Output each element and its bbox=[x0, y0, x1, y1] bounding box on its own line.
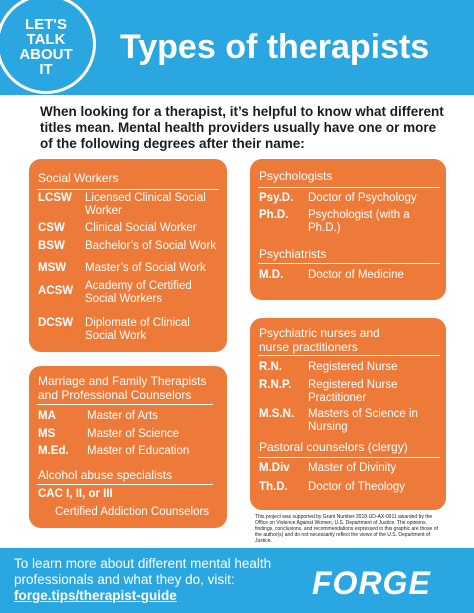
pastoral-title: Pastoral counselors (clergy) bbox=[259, 440, 408, 454]
desc-thd: Doctor of Theology bbox=[308, 481, 405, 493]
desc-csw: Clinical Social Worker bbox=[85, 222, 197, 234]
abbr-phd: Ph.D. bbox=[259, 209, 289, 221]
social-workers-rule bbox=[37, 189, 219, 190]
desc-mdiv: Master of Divinity bbox=[308, 462, 397, 474]
desc-psyd: Doctor of Psychology bbox=[308, 192, 417, 204]
nurses-title: Psychiatric nurses and nurse practitioners bbox=[259, 326, 380, 354]
desc-rnp: Registered Nurse Practitioner bbox=[308, 379, 398, 404]
abbr-cac: CAC I, II, or III bbox=[38, 488, 113, 500]
abbr-ms: MS bbox=[38, 428, 56, 440]
grant-note: This project was supported by Grant Number 2018-UD-AX-0011 awarded by the Office on Violence Against Women, U.S. Department of Justice. The opinions, findings, conclusions, and recommendations expressed in this graphic are those of the author(s) and do not necessarily reflect the views of the U.S. Department of Justice. bbox=[255, 514, 438, 544]
abbr-acsw: ACSW bbox=[38, 285, 74, 297]
page-title: Types of therapists bbox=[120, 28, 430, 66]
pastoral-rule bbox=[258, 457, 440, 458]
desc-phd: Psychologist (with a Ph.D.) bbox=[308, 209, 410, 234]
abbr-med: M.Ed. bbox=[38, 445, 69, 457]
alcohol-rule bbox=[37, 484, 213, 485]
intro-text: When looking for a therapist, it’s helpful to know what different titles mean. Mental health providers usually have one or more of the following degrees after their name: bbox=[40, 104, 444, 151]
forge-logo: FORGE bbox=[312, 565, 431, 601]
therapist-guide-link[interactable]: forge.tips/therapist-guide bbox=[14, 588, 177, 603]
desc-med: Master of Education bbox=[87, 445, 190, 457]
psychologists-panel bbox=[250, 159, 446, 300]
abbr-mdiv: M.Div bbox=[259, 462, 290, 474]
abbr-thd: Th.D. bbox=[259, 481, 288, 493]
abbr-msn: M.S.N. bbox=[259, 408, 295, 420]
abbr-ma: MA bbox=[38, 410, 56, 422]
desc-msn: Masters of Science in Nursing bbox=[308, 408, 418, 433]
desc-msw: Master’s of Social Work bbox=[85, 262, 206, 274]
nurses-rule bbox=[258, 355, 440, 356]
psychiatrists-title: Psychiatrists bbox=[259, 247, 327, 261]
abbr-msw: MSW bbox=[38, 262, 67, 274]
desc-acsw: Academy of Certified Social Workers bbox=[85, 280, 192, 305]
desc-dcsw: Diplomate of Clinical Social Work bbox=[85, 317, 190, 342]
social-workers-panel bbox=[29, 159, 227, 352]
alcohol-title: Alcohol abuse specialists bbox=[38, 468, 173, 482]
footer-text bbox=[14, 556, 314, 604]
nurses-panel bbox=[250, 318, 446, 510]
desc-cac: Certified Addiction Counselors bbox=[55, 506, 210, 518]
desc-ma: Master of Arts bbox=[87, 410, 158, 422]
mft-rule bbox=[37, 404, 213, 405]
abbr-dcsw: DCSW bbox=[38, 317, 74, 329]
abbr-rn: R.N. bbox=[259, 361, 282, 373]
mft-title: Marriage and Family Therapists and Professional Counselors bbox=[38, 374, 207, 402]
psychologists-title: Psychologists bbox=[259, 169, 333, 183]
desc-md: Doctor of Medicine bbox=[308, 269, 404, 281]
badge-text: LET'S TALK ABOUT IT bbox=[19, 16, 73, 78]
abbr-csw: CSW bbox=[38, 222, 65, 234]
abbr-bsw: BSW bbox=[38, 240, 65, 252]
psychiatrists-rule bbox=[258, 263, 440, 264]
abbr-md: M.D. bbox=[259, 269, 284, 281]
abbr-rnp: R.N.P. bbox=[259, 379, 292, 391]
desc-rn: Registered Nurse bbox=[308, 361, 398, 373]
mft-panel bbox=[29, 366, 227, 528]
footer-message: To learn more about different mental health professionals and what they do, visit: bbox=[14, 556, 272, 587]
psychologists-rule bbox=[258, 187, 440, 188]
desc-lcsw: Licensed Clinical Social Worker bbox=[85, 192, 206, 217]
abbr-lcsw: LCSW bbox=[38, 192, 72, 204]
desc-ms: Master of Science bbox=[87, 428, 180, 440]
social-workers-title: Social Workers bbox=[38, 171, 119, 185]
desc-bsw: Bachelor’s of Social Work bbox=[85, 240, 217, 252]
abbr-psyd: Psy.D. bbox=[259, 192, 294, 204]
